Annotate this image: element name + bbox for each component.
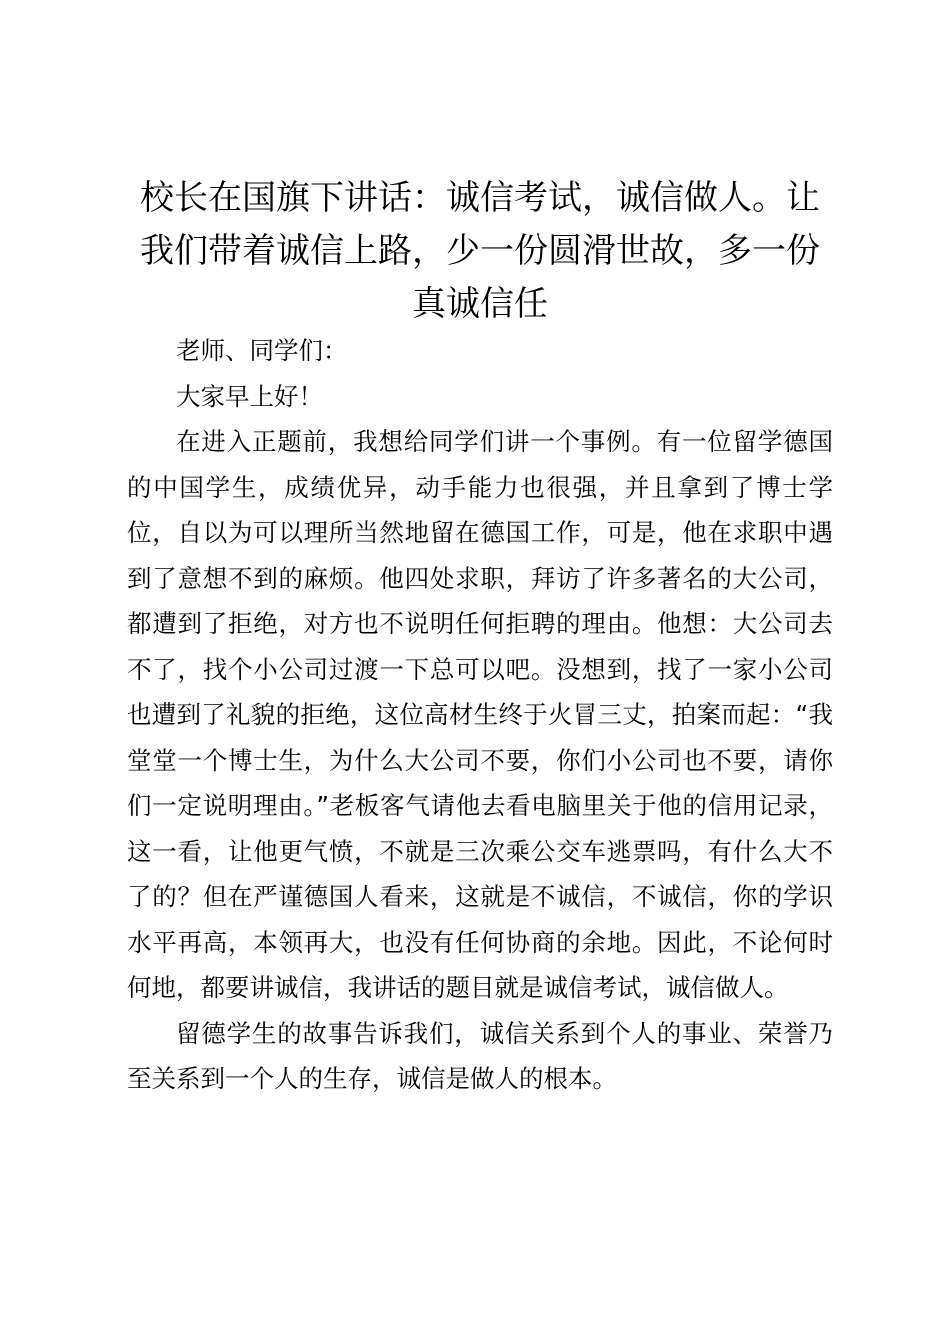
document-title: 校长在国旗下讲话：诚信考试，诚信做人。让我们带着诚信上路，少一份圆滑世故，多一份真诚信任 xyxy=(140,178,820,324)
story-paragraph: 在进入正题前，我想给同学们讲一个事例。有一位留学德国的中国学生，成绩优异，动手能力也很强，并且拿到了博士学位，自以为可以理所当然地留在德国工作，可是，他在求职中遇到了意想不到的麻烦。他四处求职，拜访了许多著名的大公司，都遭到了拒绝，对方也不说明任何拒聘的理由。他想：大公司去不了，找个小公司过渡一下总可以吧。没想到，找了一家小公司也遭到了礼貌的拒绝，这位高材生终于火冒三丈，拍案而起：“我堂堂一个博士生，为什么大公司不要，你们小公司也不要，请你们一定说明理由。”老板客气请他去看电脑里关于他的信用记录，这一看，让他更气愤，不就是三次乘公交车逃票吗，有什么大不了的？但在严谨德国人看来，这就是不诚信，不诚信，你的学识水平再高，本领再大，也没有任何协商的余地。因此，不论何时何地，都要讲诚信，我讲话的题目就是诚信考试，诚信做人。 xyxy=(127,427,833,1002)
salutation-paragraph: 老师、同学们： xyxy=(176,336,348,365)
moral-paragraph: 留德学生的故事告诉我们，诚信关系到个人的事业、荣誉乃至关系到一个人的生存，诚信是做人的根本。 xyxy=(127,1018,833,1093)
greeting-paragraph: 大家早上好！ xyxy=(176,381,323,411)
document-body xyxy=(127,328,833,1102)
